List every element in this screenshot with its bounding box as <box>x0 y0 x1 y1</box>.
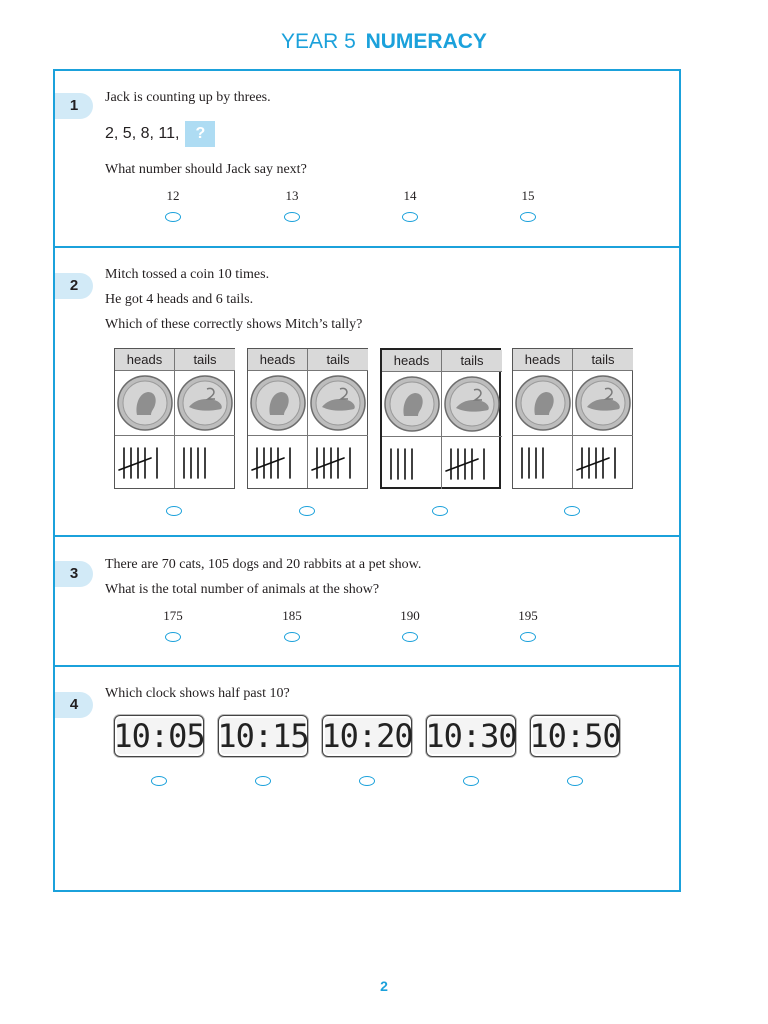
answer-bubble[interactable] <box>564 506 580 516</box>
tails-tally-cell <box>442 437 502 489</box>
question-line: There are 70 cats, 105 dogs and 20 rabbits at a pet show. <box>105 557 422 572</box>
tally-marks-icon <box>311 440 365 484</box>
answer-option[interactable] <box>262 188 322 222</box>
option-value: 13 <box>285 188 299 203</box>
heads-tally-cell <box>248 436 308 488</box>
option-value: 12 <box>166 188 180 203</box>
tails-header: tails <box>442 350 502 372</box>
heads-coin-cell <box>248 371 308 436</box>
question-3 <box>55 537 679 667</box>
heads-tally-cell <box>115 436 175 488</box>
answer-bubble[interactable] <box>299 506 315 516</box>
answer-option[interactable] <box>380 188 440 222</box>
page-number: 2 <box>380 978 388 994</box>
question-2 <box>55 248 679 537</box>
heads-header: heads <box>115 349 175 371</box>
question-prompt: Jack is counting up by threes. <box>105 90 271 105</box>
tally-table <box>114 348 235 489</box>
answer-bubble[interactable] <box>359 776 375 786</box>
tails-header: tails <box>308 349 368 371</box>
answer-option[interactable] <box>498 608 558 642</box>
answer-bubble[interactable] <box>255 776 271 786</box>
tails-coin-cell <box>573 371 633 436</box>
question-number: 1 <box>55 93 93 119</box>
question-line: Mitch tossed a coin 10 times. <box>105 267 270 282</box>
heads-header: heads <box>382 350 442 372</box>
heads-tally-cell <box>382 437 442 489</box>
coin-tails-icon <box>310 375 366 431</box>
question-4 <box>55 667 679 890</box>
option-value: 185 <box>282 608 302 623</box>
answer-bubble[interactable] <box>463 776 479 786</box>
answer-bubble[interactable] <box>520 212 536 222</box>
answer-bubble[interactable] <box>402 632 418 642</box>
option-value: 195 <box>518 608 538 623</box>
tails-coin-cell <box>308 371 368 436</box>
answer-bubble[interactable] <box>402 212 418 222</box>
question-frame <box>53 69 681 892</box>
answer-bubble[interactable] <box>284 212 300 222</box>
option-value: 14 <box>403 188 417 203</box>
coin-heads-icon <box>250 375 306 431</box>
tails-tally-cell <box>175 436 235 488</box>
tails-header: tails <box>573 349 633 371</box>
sequence-text: 2, 5, 8, 11, <box>105 125 180 143</box>
tally-table <box>380 348 501 489</box>
question-text: Which clock shows half past 10? <box>105 686 290 701</box>
answer-bubble[interactable] <box>165 632 181 642</box>
tails-coin-cell <box>442 372 502 437</box>
answer-bubble[interactable] <box>284 632 300 642</box>
heads-coin-cell <box>382 372 442 437</box>
page-header <box>0 30 768 54</box>
answer-option[interactable] <box>380 608 440 642</box>
number-sequence <box>105 121 215 147</box>
coin-heads-icon <box>384 376 440 432</box>
answer-option[interactable] <box>143 608 203 642</box>
tally-marks-icon <box>178 440 232 484</box>
tally-marks-icon <box>576 440 630 484</box>
option-value: 190 <box>400 608 420 623</box>
tally-marks-icon <box>385 441 439 485</box>
heads-header: heads <box>513 349 573 371</box>
coin-tails-icon <box>177 375 233 431</box>
coin-heads-icon <box>117 375 173 431</box>
answer-option[interactable] <box>143 188 203 222</box>
tails-header: tails <box>175 349 235 371</box>
question-text: What number should Jack say next? <box>105 162 307 177</box>
tally-table <box>247 348 368 489</box>
coin-tails-icon <box>444 376 500 432</box>
heads-coin-cell <box>115 371 175 436</box>
answer-bubble[interactable] <box>166 506 182 516</box>
question-number: 3 <box>55 561 93 587</box>
question-line: He got 4 heads and 6 tails. <box>105 292 254 307</box>
unknown-box: ? <box>185 121 215 147</box>
answer-bubble[interactable] <box>520 632 536 642</box>
question-1 <box>55 71 679 248</box>
tally-marks-icon <box>118 440 172 484</box>
tally-marks-icon <box>251 440 305 484</box>
answer-option[interactable] <box>262 608 322 642</box>
heads-coin-cell <box>513 371 573 436</box>
tally-table <box>512 348 633 489</box>
question-line: Which of these correctly shows Mitch’s tally? <box>105 317 363 332</box>
tally-marks-icon <box>516 440 570 484</box>
tally-marks-icon <box>445 441 499 485</box>
option-value: 175 <box>163 608 183 623</box>
tails-tally-cell <box>573 436 633 488</box>
digital-clock: 10:05 <box>113 717 205 755</box>
question-number: 2 <box>55 273 93 299</box>
tails-coin-cell <box>175 371 235 436</box>
digital-clock: 10:15 <box>217 717 309 755</box>
answer-bubble[interactable] <box>165 212 181 222</box>
heads-tally-cell <box>513 436 573 488</box>
coin-tails-icon <box>575 375 631 431</box>
tails-tally-cell <box>308 436 368 488</box>
digital-clock: 10:50 <box>529 717 621 755</box>
answer-option[interactable] <box>498 188 558 222</box>
answer-bubble[interactable] <box>151 776 167 786</box>
digital-clock: 10:30 <box>425 717 517 755</box>
heads-header: heads <box>248 349 308 371</box>
answer-bubble[interactable] <box>432 506 448 516</box>
answer-bubble[interactable] <box>567 776 583 786</box>
header-subject: NUMERACY <box>365 30 487 53</box>
coin-heads-icon <box>515 375 571 431</box>
question-line: What is the total number of animals at the show? <box>105 582 380 597</box>
header-year: YEAR 5 <box>281 30 356 53</box>
question-number: 4 <box>55 692 93 718</box>
option-value: 15 <box>521 188 535 203</box>
digital-clock: 10:20 <box>321 717 413 755</box>
